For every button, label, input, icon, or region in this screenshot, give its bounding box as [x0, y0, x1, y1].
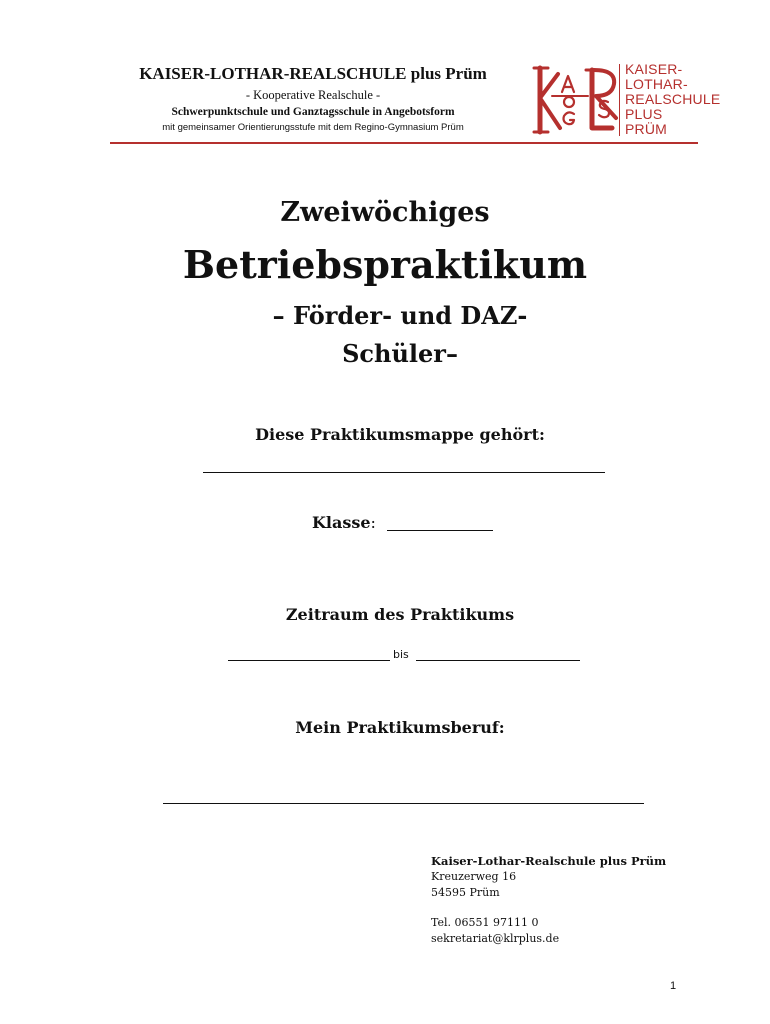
- logo-line: KAISER-: [625, 61, 683, 77]
- title-line-4: Schüler–: [342, 339, 458, 368]
- school-focus: Schwerpunktschule und Ganztagsschule in Angebotsform: [171, 106, 455, 118]
- title-line-1: Zweiwöchiges: [280, 197, 490, 228]
- letterhead: [108, 62, 518, 135]
- title-line-3: – Förder- und DAZ-: [272, 301, 528, 330]
- logo-line: PRÜM: [625, 121, 668, 137]
- klr-monogram-icon: [532, 62, 622, 138]
- period-bis: bis: [393, 648, 409, 661]
- title-line-2: Betriebspraktikum: [182, 242, 588, 287]
- address-name: Kaiser-Lothar-Realschule plus Prüm: [431, 854, 667, 868]
- school-name: KAISER-LOTHAR-REALSCHULE plus Prüm: [139, 64, 487, 83]
- school-type: - Kooperative Realschule -: [245, 88, 381, 102]
- job-label: Mein Praktikumsberuf:: [295, 718, 505, 737]
- page-number: 1: [670, 980, 677, 992]
- address-street: Kreuzerweg 16: [431, 870, 517, 883]
- class-colon: :: [370, 513, 376, 532]
- address-phone: Tel. 06551 97111 0: [431, 916, 539, 929]
- address-city: 54595 Prüm: [431, 886, 500, 899]
- class-row: [312, 511, 376, 535]
- job-line[interactable]: [163, 803, 644, 804]
- logo-line: REALSCHULE: [625, 91, 721, 107]
- period-start-line[interactable]: [228, 660, 390, 661]
- period-label: Zeitraum des Praktikums: [285, 605, 515, 624]
- owner-label: Diese Praktikumsmappe gehört:: [255, 425, 545, 444]
- logo-divider: [619, 64, 620, 136]
- class-line[interactable]: [387, 530, 493, 531]
- header-rule: [110, 142, 698, 144]
- address-email: sekretariat@klrplus.de: [431, 932, 560, 945]
- school-orientation: mit gemeinsamer Orientierungsstufe mit dem Regino-Gymnasium Prüm: [162, 122, 464, 133]
- logo-wordmark: [625, 62, 720, 137]
- logo-line: PLUS: [625, 106, 663, 122]
- owner-name-line[interactable]: [203, 472, 605, 473]
- logo-line: LOTHAR-: [625, 76, 688, 92]
- school-address: [431, 853, 666, 947]
- period-end-line[interactable]: [416, 660, 580, 661]
- class-label: Klasse: [312, 513, 371, 532]
